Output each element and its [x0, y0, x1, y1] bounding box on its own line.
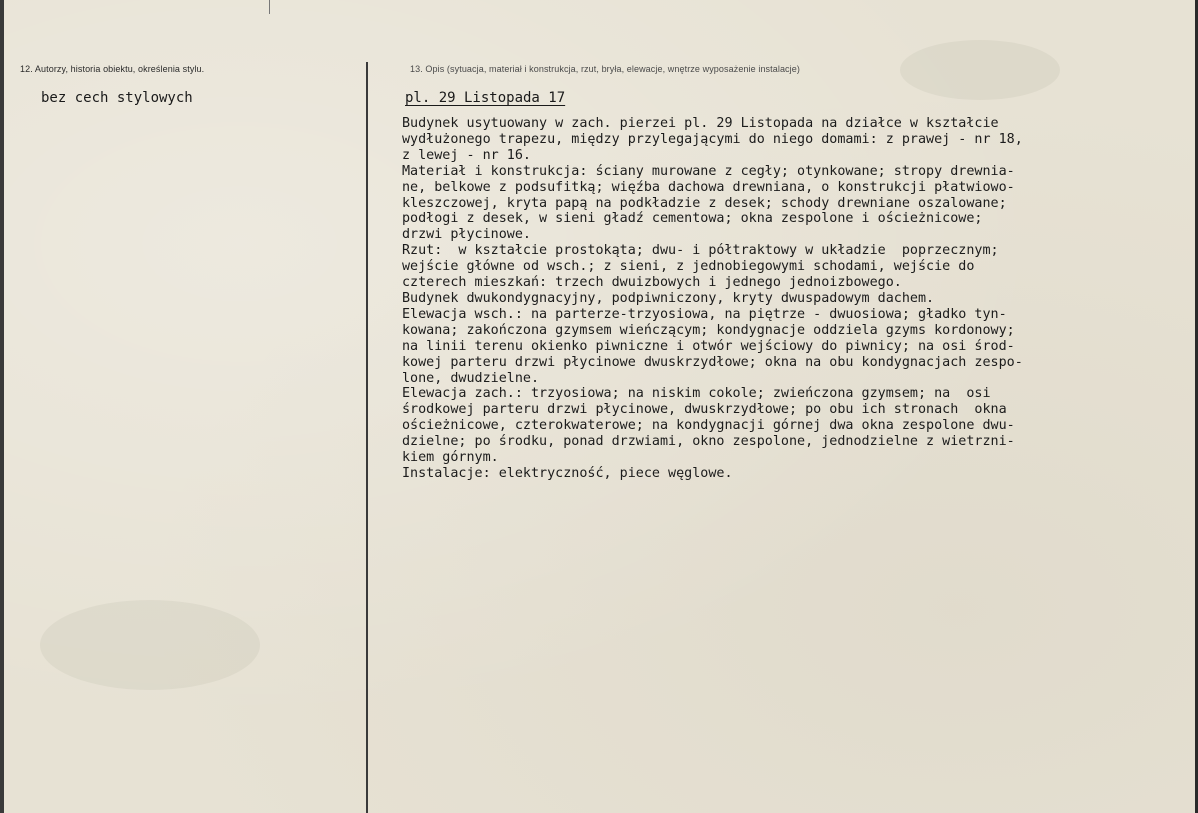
description-line: Elewacja zach.: trzyosiowa; na niskim cokole; zwieńczona gzymsem; na osi	[402, 386, 991, 402]
description-line: czterech mieszkań: trzech dwuizbowych i jednego jednoizbowego.	[402, 275, 902, 291]
description-line: ościeżnicowe, czterokwaterowe; na kondygnacji górnej dwa okna zespolone dwu-	[402, 418, 1015, 434]
paper-stain	[40, 600, 260, 690]
column-divider	[366, 62, 368, 813]
description-line: Materiał i konstrukcja: ściany murowane z cegły; otynkowane; stropy drewnia-	[402, 163, 1015, 179]
paper-stain	[900, 40, 1060, 100]
description-line: Rzut: w kształcie prostokąta; dwu- i półtraktowy w układzie poprzecznym;	[402, 243, 999, 259]
style-value: bez cech stylowych	[41, 90, 193, 106]
building-address: pl. 29 Listopada 17	[405, 90, 566, 106]
description-line: kowana; zakończona gzymsem wieńczącym; kondygnacje oddziela gzyms kordonowy;	[402, 322, 1015, 338]
description-line: wydłużonego trapezu, między przylegającymi do niego domami: z prawej - nr 18,	[402, 131, 1023, 147]
description-line: Budynek usytuowany w zach. pierzei pl. 29 Listopada na działce w kształcie	[402, 116, 999, 131]
fold-mark	[269, 0, 270, 14]
description-line: dzielne; po środku, ponad drzwiami, okno zespolone, jednodzielne z wietrzni-	[402, 434, 1015, 450]
description-line: kleszczowej, kryta papą na podkładzie z desek; schody drewniane oszalowane;	[402, 195, 1007, 211]
description-line: lone, dwudzielne.	[402, 370, 540, 386]
description-line: na linii terenu okienko piwniczne i otwór wejściowy do piwnicy; na osi środ-	[402, 338, 1015, 354]
left-page-edge	[0, 0, 4, 813]
description-line: kiem górnym.	[402, 450, 499, 466]
description-line: ne, belkowe z podsufitką; więźba dachowa drewniana, o konstrukcji płatwiowo-	[402, 179, 1015, 195]
building-description	[402, 116, 1023, 482]
description-line: z lewej - nr 16.	[402, 147, 531, 163]
description-line: Budynek dwukondygnacyjny, podpiwniczony, kryty dwuspadowym dachem.	[402, 290, 935, 306]
description-line: wejście główne od wsch.; z sieni, z jednobiegowymi schodami, wejście do	[402, 259, 975, 275]
description-line: Elewacja wsch.: na parterze-trzyosiowa, na piętrze - dwuosiowa; gładko tyn-	[402, 306, 1007, 322]
description-line: drzwi płycinowe.	[402, 227, 531, 243]
description-line: środkowej parteru drzwi płycinowe, dwuskrzydłowe; po obu ich stronach okna	[402, 402, 1007, 418]
section-13-header: 13. Opis (sytuacja, materiał i konstrukcja, rzut, bryła, elewacje, wnętrze wyposażenie instalacje)	[410, 64, 800, 74]
description-line: Instalacje: elektryczność, piece węglowe.	[402, 465, 733, 481]
description-line: podłogi z desek, w sieni gładź cementowa; okna zespolone i ościeżnicowe;	[402, 211, 983, 227]
description-line: kowej parteru drzwi płycinowe dwuskrzydłowe; okna na obu kondygnacjach zespo-	[402, 354, 1023, 370]
section-12-header: 12. Autorzy, historia obiektu, określenia stylu.	[20, 64, 205, 74]
